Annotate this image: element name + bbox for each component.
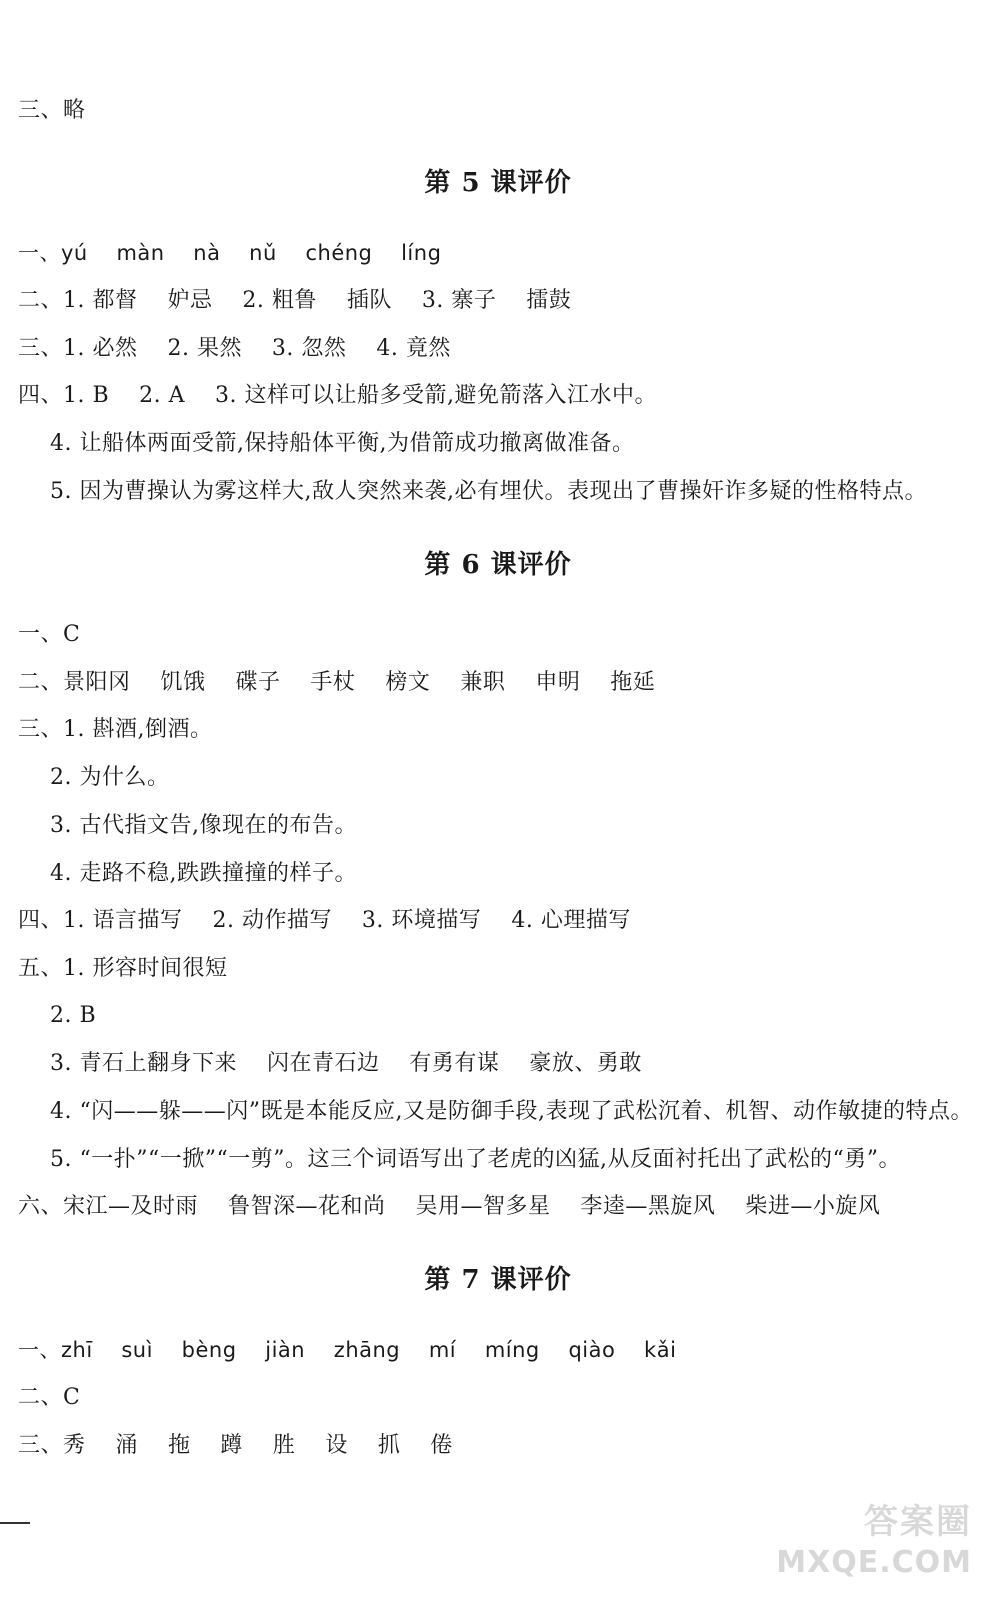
answer-line: 二、1. 都督 妒忌 2. 粗鲁 插队 3. 寨子 擂鼓 <box>18 288 572 313</box>
site-watermark <box>776 1494 972 1580</box>
answer-line: 一、yú màn nà nǔ chéng líng <box>18 241 442 265</box>
answer-line: 四、1. B 2. A 3. 这样可以让船多受箭,避免箭落入江水中。 <box>18 383 657 408</box>
answer-line: 4. “闪——躲——闪”既是本能反应,又是防御手段,表现了武松沉着、机智、动作敏捷的特点。 <box>50 1099 973 1124</box>
answer-line: 六、宋江—及时雨 鲁智深—花和尚 吴用—智多星 李逵—黑旋风 柴进—小旋风 <box>18 1194 881 1219</box>
answer-line: 三、略 <box>18 98 86 123</box>
answer-line: 三、1. 斟酒,倒酒。 <box>18 717 213 742</box>
answer-line: 3. 古代指文告,像现在的布告。 <box>50 813 357 838</box>
lesson-5-title: 第 5 课评价 <box>424 168 572 198</box>
page-divider <box>0 1522 30 1524</box>
answer-line: 4. 让船体两面受箭,保持船体平衡,为借箭成功撤离做准备。 <box>50 431 635 456</box>
answer-line: 2. 为什么。 <box>50 765 170 790</box>
answer-line: 3. 青石上翻身下来 闪在青石边 有勇有谋 豪放、勇敢 <box>50 1051 642 1076</box>
lesson-7-title: 第 7 课评价 <box>424 1265 572 1295</box>
answer-line: 四、1. 语言描写 2. 动作描写 3. 环境描写 4. 心理描写 <box>18 908 631 933</box>
answer-line: 4. 走路不稳,跌跌撞撞的样子。 <box>50 861 357 886</box>
lesson-6-title: 第 6 课评价 <box>424 550 572 580</box>
watermark-logo-text: 答案圈 <box>864 1502 972 1542</box>
answer-line: 三、秀 涌 拖 蹲 胜 设 抓 倦 <box>18 1433 453 1458</box>
answer-line: 2. B <box>50 1003 97 1028</box>
answer-line: 5. 因为曹操认为雾这样大,敌人突然来袭,必有埋伏。表现出了曹操奸诈多疑的性格特点。 <box>50 479 927 504</box>
answer-line: 二、景阳冈 饥饿 碟子 手杖 榜文 兼职 申明 拖延 <box>18 670 656 695</box>
answer-line: 一、zhī suì bèng jiàn zhāng mí míng qiào kǎi <box>18 1338 677 1362</box>
answer-line: 5. “一扑”“一掀”“一剪”。这三个词语写出了老虎的凶猛,从反面衬托出了武松的“勇”。 <box>50 1147 901 1172</box>
answer-line: 一、C <box>18 622 81 647</box>
answer-line: 五、1. 形容时间很短 <box>18 956 228 981</box>
watermark-url: MXQE.COM <box>776 1545 972 1580</box>
answer-line: 二、C <box>18 1385 81 1410</box>
answer-line: 三、1. 必然 2. 果然 3. 忽然 4. 竟然 <box>18 336 451 361</box>
